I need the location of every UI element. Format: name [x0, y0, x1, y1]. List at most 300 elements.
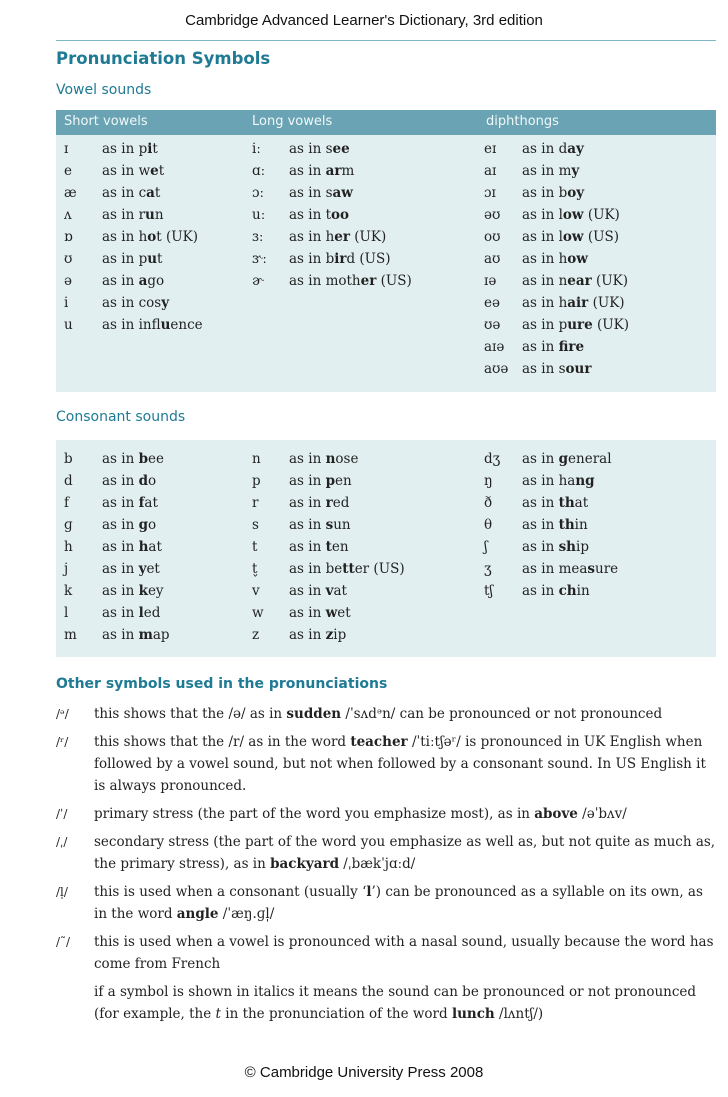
- example-text: [102, 182, 160, 204]
- example-text: [522, 358, 591, 380]
- ipa-symbol: v: [252, 583, 260, 599]
- example-pre: as in mea: [522, 561, 588, 577]
- symbol-row: [484, 226, 709, 248]
- example-highlight: sh: [558, 539, 576, 555]
- consonants-column-1: [64, 448, 249, 646]
- example-post: o: [148, 473, 157, 489]
- example-post: ip: [576, 539, 589, 555]
- example-highlight: aw: [332, 185, 353, 201]
- example-post: et: [337, 605, 351, 621]
- ipa-symbol: m: [64, 627, 77, 643]
- example-pre: as in m: [522, 163, 572, 179]
- highlighted-word: backyard: [270, 856, 340, 872]
- ipa-symbol: u: [64, 317, 73, 333]
- example-post: t: [158, 163, 165, 179]
- highlighted-word: l: [366, 884, 372, 900]
- page-title: Pronunciation Symbols: [56, 49, 271, 68]
- example-highlight: ear: [567, 273, 592, 289]
- example-post: (UK): [592, 317, 630, 333]
- example-pre: as in: [522, 539, 559, 555]
- example-highlight: tt: [342, 561, 355, 577]
- example-pre: as in: [102, 473, 139, 489]
- example-pre: as in: [102, 605, 139, 621]
- ipa-symbol: iː: [252, 141, 261, 157]
- example-post: (US): [583, 229, 619, 245]
- example-text: [102, 624, 170, 646]
- other-symbol: /ʳ/: [56, 735, 69, 749]
- example-highlight: m: [138, 627, 153, 643]
- example-pre: as in: [102, 517, 139, 533]
- ipa-symbol: uː: [252, 207, 266, 223]
- example-highlight: f: [138, 495, 145, 511]
- symbol-row: [64, 270, 249, 292]
- highlighted-word: sudden: [286, 706, 342, 722]
- description-text: /əˈbʌv/: [577, 806, 627, 822]
- ipa-symbol: aʊə: [484, 361, 509, 377]
- example-highlight: n: [325, 451, 336, 467]
- example-highlight: our: [565, 361, 592, 377]
- symbol-row: [252, 514, 482, 536]
- ipa-symbol: aʊ: [484, 251, 501, 267]
- other-symbol-entry: [56, 931, 716, 975]
- example-highlight: ch: [558, 583, 577, 599]
- example-highlight: ng: [575, 473, 595, 489]
- ipa-symbol: f: [64, 495, 69, 511]
- description-text: secondary stress (the part of the word you emphasize as well as, but not quite as much as, the primary stress), as in: [94, 834, 716, 872]
- example-post: eneral: [568, 451, 612, 467]
- example-pre: as in r: [102, 207, 146, 223]
- example-text: [289, 558, 405, 580]
- example-highlight: o: [147, 229, 157, 245]
- ipa-symbol: oʊ: [484, 229, 501, 245]
- document-header: Cambridge Advanced Learner's Dictionary, 3rd edition: [185, 12, 543, 29]
- example-highlight: fire: [558, 339, 585, 355]
- symbol-row: [252, 470, 482, 492]
- example-highlight: s: [587, 561, 596, 577]
- other-symbol-description: [94, 881, 716, 925]
- ipa-symbol: w: [252, 605, 264, 621]
- example-post: er (US): [354, 561, 405, 577]
- other-symbol-description: [94, 831, 716, 875]
- example-post: d (US): [346, 251, 391, 267]
- symbol-row: [484, 514, 709, 536]
- example-highlight: a: [138, 273, 148, 289]
- example-pre: as in: [102, 451, 139, 467]
- example-post: at: [333, 583, 347, 599]
- example-pre: as in: [289, 495, 326, 511]
- example-text: [522, 270, 628, 292]
- other-symbol-description: [94, 981, 716, 1025]
- copyright-footer: © Cambridge University Press 2008: [244, 1064, 484, 1081]
- symbol-row: [64, 314, 249, 336]
- description-text: /ˈtiːtʃəʳ/ is pronounced in UK English when followed by a vowel sound, but not when followed by a consonant sound. In US English it is always pronounced.: [94, 734, 706, 794]
- example-post: at: [574, 495, 589, 511]
- other-symbol-description: [94, 803, 716, 825]
- example-post: en: [331, 539, 349, 555]
- example-highlight: ee: [332, 141, 350, 157]
- symbol-row: [484, 248, 709, 270]
- ipa-symbol: ʒ: [484, 561, 492, 577]
- example-post: t (UK): [156, 229, 199, 245]
- example-post: n: [154, 207, 164, 223]
- example-post: ose: [335, 451, 359, 467]
- symbol-row: [252, 448, 482, 470]
- example-highlight: t: [325, 539, 332, 555]
- description-text: /ˌbækˈjɑːd/: [339, 856, 416, 872]
- example-pre: as in s: [522, 361, 566, 377]
- example-text: [102, 514, 156, 536]
- example-post: in: [576, 583, 590, 599]
- example-highlight: oy: [567, 185, 585, 201]
- example-pre: as in: [522, 451, 559, 467]
- symbol-row: [484, 358, 709, 380]
- example-text: [522, 536, 589, 558]
- example-pre: as in: [102, 583, 139, 599]
- example-pre: as in cos: [102, 295, 162, 311]
- example-pre: as in l: [522, 229, 563, 245]
- example-pre: as in: [289, 517, 326, 533]
- example-highlight: y: [571, 163, 580, 179]
- ipa-symbol: tʃ: [484, 583, 494, 599]
- symbol-row: [64, 248, 249, 270]
- example-highlight: oo: [331, 207, 350, 223]
- example-text: [289, 492, 349, 514]
- symbol-row: [64, 204, 249, 226]
- example-post: t: [157, 251, 163, 267]
- example-highlight: ure: [567, 317, 593, 333]
- ipa-symbol: t̬: [252, 561, 258, 577]
- highlighted-word: angle: [176, 906, 219, 922]
- example-pre: as in s: [289, 141, 333, 157]
- column-long-vowels: Long vowels: [252, 114, 333, 129]
- ipa-symbol: ɒ: [64, 229, 73, 245]
- example-pre: as in h: [289, 229, 335, 245]
- example-highlight: s: [325, 517, 334, 533]
- example-text: [289, 514, 351, 536]
- example-pre: as in: [289, 627, 326, 643]
- vowel-table-header: [56, 110, 716, 135]
- example-highlight: ar: [325, 163, 342, 179]
- symbol-row: [252, 602, 482, 624]
- example-highlight: h: [138, 539, 149, 555]
- ipa-symbol: k: [64, 583, 73, 599]
- ipa-symbol: r: [252, 495, 259, 511]
- ipa-symbol: d: [64, 473, 73, 489]
- symbol-row: [252, 270, 482, 292]
- symbol-row: [252, 204, 482, 226]
- ipa-symbol: ɚ: [252, 273, 264, 289]
- example-text: [289, 204, 349, 226]
- example-text: [102, 292, 169, 314]
- example-post: at: [148, 539, 162, 555]
- example-highlight: b: [138, 451, 149, 467]
- consonants-column-3: [484, 448, 709, 602]
- symbol-row: [64, 536, 249, 558]
- long-vowels-column: [252, 138, 482, 292]
- ipa-symbol: p: [252, 473, 261, 489]
- example-pre: as in: [522, 517, 559, 533]
- example-highlight: u: [145, 207, 155, 223]
- example-highlight: ay: [567, 141, 584, 157]
- ipa-symbol: eə: [484, 295, 500, 311]
- ipa-symbol: θ: [484, 517, 493, 533]
- example-pre: as in t: [289, 207, 331, 223]
- example-post: ed: [332, 495, 350, 511]
- symbol-row: [484, 580, 709, 602]
- highlighted-word: teacher: [350, 734, 408, 750]
- example-post: ee: [148, 451, 165, 467]
- example-text: [289, 470, 352, 492]
- other-symbol: /l̩/: [56, 885, 68, 899]
- example-highlight: a: [146, 185, 155, 201]
- description-text: ’) can be pronounced as a syllable on its own, as in the word: [94, 884, 703, 922]
- example-highlight: y: [161, 295, 170, 311]
- ipa-symbol: ɑː: [252, 163, 266, 179]
- ipa-symbol: ɜː: [252, 229, 264, 245]
- example-text: [102, 270, 164, 292]
- example-pre: as in s: [289, 185, 333, 201]
- example-pre: as in b: [289, 251, 335, 267]
- description-text: if a symbol is shown in italics it means the sound can be pronounced or not pronounced (for example, the: [94, 984, 697, 1022]
- symbol-row: [484, 292, 709, 314]
- other-symbol-entry: [56, 703, 716, 725]
- example-post: ed: [143, 605, 161, 621]
- example-text: [522, 292, 625, 314]
- other-symbol-entry: [56, 803, 716, 825]
- symbol-row: [484, 536, 709, 558]
- example-pre: as in: [102, 627, 139, 643]
- ipa-symbol: l: [64, 605, 69, 621]
- example-text: [289, 182, 353, 204]
- ipa-symbol: t: [252, 539, 258, 555]
- ipa-symbol: ʊə: [484, 317, 501, 333]
- example-post: go: [147, 273, 165, 289]
- example-text: [289, 602, 351, 624]
- example-text: [522, 160, 579, 182]
- example-pre: as in c: [102, 185, 147, 201]
- example-text: [102, 160, 164, 182]
- symbol-row: [252, 558, 482, 580]
- symbol-row: [484, 314, 709, 336]
- ipa-symbol: z: [252, 627, 260, 643]
- description-text: /ˈæŋ.ɡl̩/: [218, 906, 275, 922]
- example-text: [522, 204, 620, 226]
- example-post: ence: [170, 317, 203, 333]
- example-pre: as in: [289, 539, 326, 555]
- symbol-row: [484, 558, 709, 580]
- symbol-row: [252, 138, 482, 160]
- example-highlight: ow: [562, 229, 584, 245]
- description-text: this is used when a vowel is pronounced with a nasal sound, usually because the word has come from French: [94, 934, 714, 972]
- ipa-symbol: æ: [64, 185, 77, 201]
- example-text: [522, 492, 588, 514]
- vowel-sounds-heading: Vowel sounds: [56, 82, 152, 98]
- example-text: [289, 138, 350, 160]
- symbol-row: [64, 182, 249, 204]
- example-post: at: [144, 495, 158, 511]
- example-pre: as in h: [522, 251, 568, 267]
- example-text: [102, 204, 164, 226]
- ipa-symbol: ʃ: [484, 539, 488, 555]
- example-highlight: i: [147, 141, 153, 157]
- example-pre: as in p: [522, 317, 568, 333]
- symbol-row: [64, 226, 249, 248]
- column-short-vowels: Short vowels: [64, 114, 148, 129]
- example-pre: as in: [102, 273, 139, 289]
- ipa-symbol: n: [252, 451, 261, 467]
- example-highlight: p: [325, 473, 336, 489]
- example-pre: as in p: [102, 141, 148, 157]
- symbol-row: [252, 624, 482, 646]
- example-pre: as in: [289, 163, 326, 179]
- symbol-row: [252, 580, 482, 602]
- example-pre: as in: [289, 451, 326, 467]
- example-post: (UK): [591, 273, 629, 289]
- example-text: [289, 270, 412, 292]
- ipa-symbol: əʊ: [484, 207, 501, 223]
- ipa-symbol: e: [64, 163, 72, 179]
- example-pre: as in n: [522, 273, 568, 289]
- example-post: ey: [147, 583, 164, 599]
- header-rule: [56, 40, 716, 41]
- example-text: [102, 248, 162, 270]
- symbol-row: [64, 138, 249, 160]
- example-pre: as in h: [522, 295, 568, 311]
- ipa-symbol: ɔɪ: [484, 185, 496, 201]
- other-symbol-entry: [56, 881, 716, 925]
- example-highlight: u: [160, 317, 171, 333]
- example-pre: as in: [289, 473, 326, 489]
- ipa-symbol: h: [64, 539, 73, 555]
- example-highlight: er: [334, 229, 350, 245]
- example-text: [289, 536, 349, 558]
- example-post: ure: [595, 561, 619, 577]
- ipa-symbol: aɪ: [484, 163, 497, 179]
- other-symbol: /ˌ/: [56, 835, 68, 849]
- example-post: (UK): [588, 295, 625, 311]
- example-post: (UK): [583, 207, 620, 223]
- example-pre: as in d: [522, 141, 568, 157]
- ipa-symbol: ɪə: [484, 273, 497, 289]
- example-pre: as in: [102, 495, 139, 511]
- example-pre: as in w: [102, 163, 151, 179]
- consonant-table: [56, 440, 716, 657]
- symbol-row: [252, 182, 482, 204]
- symbol-row: [64, 448, 249, 470]
- example-pre: as in moth: [289, 273, 361, 289]
- symbol-row: [64, 492, 249, 514]
- other-symbols-list: [56, 703, 716, 1025]
- example-post: en: [335, 473, 352, 489]
- ipa-symbol: ɔː: [252, 185, 265, 201]
- description-text: /ˈsʌdᵊn/ can be pronounced or not pronounced: [341, 706, 663, 722]
- italic-letter: t: [215, 1006, 221, 1022]
- ipa-symbol: ɪ: [64, 141, 69, 157]
- example-text: [102, 536, 162, 558]
- example-highlight: l: [138, 605, 144, 621]
- example-pre: as in: [289, 605, 326, 621]
- example-highlight: th: [558, 517, 575, 533]
- example-highlight: ir: [334, 251, 347, 267]
- example-pre: as in infl: [102, 317, 161, 333]
- description-text: in the pronunciation of the word: [220, 1006, 452, 1022]
- symbol-row: [484, 138, 709, 160]
- description-text: this shows that the /r/ as in the word: [94, 734, 351, 750]
- symbol-row: [484, 492, 709, 514]
- example-text: [289, 226, 386, 248]
- example-highlight: er: [360, 273, 377, 289]
- example-text: [289, 248, 391, 270]
- symbol-row: [252, 536, 482, 558]
- other-symbol: /ˈ/: [56, 807, 68, 821]
- example-pre: as in: [102, 539, 139, 555]
- symbol-row: [252, 160, 482, 182]
- example-highlight: v: [325, 583, 334, 599]
- example-text: [522, 182, 584, 204]
- ipa-symbol: ʌ: [64, 207, 72, 223]
- symbol-row: [64, 160, 249, 182]
- example-highlight: u: [147, 251, 158, 267]
- example-text: [289, 580, 347, 602]
- example-post: (UK): [349, 229, 387, 245]
- example-text: [522, 226, 619, 248]
- example-text: [102, 314, 203, 336]
- example-text: [522, 514, 588, 536]
- example-post: t: [154, 185, 161, 201]
- ipa-symbol: j: [64, 561, 69, 577]
- example-pre: as in: [522, 495, 559, 511]
- symbol-row: [252, 226, 482, 248]
- column-diphthongs: diphthongs: [486, 114, 559, 129]
- consonant-sounds-heading: Consonant sounds: [56, 409, 186, 425]
- ipa-symbol: ʊ: [64, 251, 73, 267]
- symbol-row: [484, 270, 709, 292]
- other-symbol: /ᵊ/: [56, 707, 69, 721]
- symbol-row: [484, 470, 709, 492]
- example-pre: as in l: [522, 207, 563, 223]
- example-text: [522, 336, 584, 358]
- example-highlight: ow: [562, 207, 584, 223]
- example-highlight: k: [138, 583, 148, 599]
- example-post: m: [341, 163, 355, 179]
- example-pre: as in be: [289, 561, 343, 577]
- ipa-symbol: dʒ: [484, 451, 501, 467]
- example-text: [102, 602, 160, 624]
- highlighted-word: lunch: [451, 1006, 495, 1022]
- other-symbol-description: [94, 703, 716, 725]
- symbol-row: [64, 580, 249, 602]
- example-highlight: air: [567, 295, 589, 311]
- example-post: t: [152, 141, 158, 157]
- example-text: [102, 470, 156, 492]
- example-text: [102, 492, 158, 514]
- example-text: [522, 470, 595, 492]
- other-symbols-heading: Other symbols used in the pronunciations: [56, 676, 388, 692]
- symbol-row: [484, 182, 709, 204]
- symbol-row: [64, 624, 249, 646]
- example-highlight: z: [325, 627, 334, 643]
- example-text: [522, 448, 612, 470]
- example-post: un: [333, 517, 351, 533]
- example-text: [289, 160, 354, 182]
- example-post: (US): [376, 273, 412, 289]
- symbol-row: [484, 448, 709, 470]
- example-pre: as in: [522, 339, 559, 355]
- other-symbol-entry: [56, 831, 716, 875]
- example-highlight: d: [138, 473, 149, 489]
- symbol-row: [64, 292, 249, 314]
- symbol-row: [252, 492, 482, 514]
